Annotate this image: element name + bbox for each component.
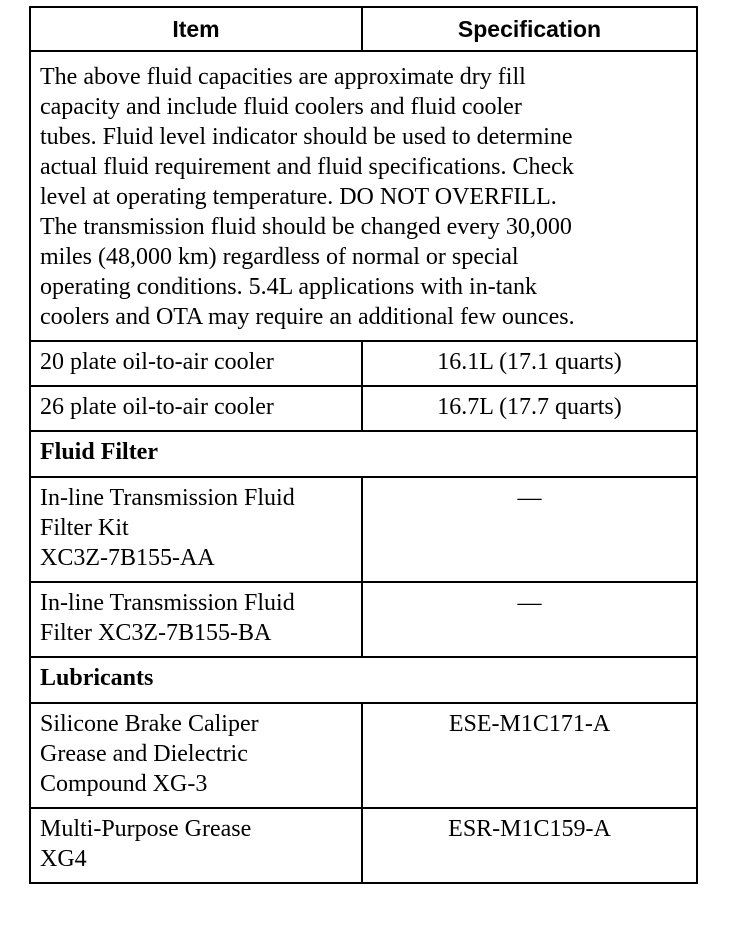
- table-header-row: [30, 7, 697, 51]
- item-column-header: Item: [30, 7, 362, 51]
- table-row: [30, 582, 697, 657]
- item-cell: [30, 582, 362, 657]
- section-title-fluid-filter: Fluid Filter: [30, 431, 697, 477]
- item-line: In-line Transmission Fluid: [40, 590, 295, 616]
- item-cell: 20 plate oil-to-air cooler: [30, 341, 362, 386]
- item-cell: 26 plate oil-to-air cooler: [30, 386, 362, 431]
- table-row: [30, 808, 697, 883]
- item-line: Silicone Brake Caliper: [40, 711, 259, 737]
- note-line: operating conditions. 5.4L applications with in-tank: [40, 274, 538, 300]
- note-line: actual fluid requirement and fluid specifications. Check: [40, 154, 574, 180]
- spec-cell: ESE-M1C171-A: [362, 703, 697, 808]
- note-line: coolers and OTA may require an additional few ounces.: [40, 304, 575, 330]
- item-line: XC3Z-7B155-AA: [40, 545, 215, 571]
- spec-cell: ESR-M1C159-A: [362, 808, 697, 883]
- item-line: Grease and Dielectric: [40, 741, 248, 767]
- item-line: XG4: [40, 846, 87, 872]
- item-line: Compound XG-3: [40, 771, 208, 797]
- table-row: [30, 386, 697, 431]
- table-row: [30, 703, 697, 808]
- spec-cell: 16.1L (17.1 quarts): [362, 341, 697, 386]
- item-cell: [30, 477, 362, 582]
- section-row-lubricants: [30, 657, 697, 703]
- spec-cell: —: [362, 582, 697, 657]
- spec-cell: —: [362, 477, 697, 582]
- specification-table: [29, 6, 698, 884]
- note-line: level at operating temperature. DO NOT OVERFILL.: [40, 184, 557, 210]
- item-cell: [30, 808, 362, 883]
- item-line: Filter XC3Z-7B155-BA: [40, 620, 272, 646]
- fluid-capacity-note: [30, 51, 697, 341]
- item-line: Filter Kit: [40, 515, 129, 541]
- note-line: capacity and include fluid coolers and fluid cooler: [40, 94, 522, 120]
- note-line: tubes. Fluid level indicator should be used to determine: [40, 124, 573, 150]
- note-line: The above fluid capacities are approximate dry fill: [40, 64, 526, 90]
- note-line: miles (48,000 km) regardless of normal or special: [40, 244, 519, 270]
- spec-cell: 16.7L (17.7 quarts): [362, 386, 697, 431]
- section-row-fluid-filter: [30, 431, 697, 477]
- item-line: In-line Transmission Fluid: [40, 485, 295, 511]
- note-line: The transmission fluid should be changed every 30,000: [40, 214, 572, 240]
- item-cell: [30, 703, 362, 808]
- section-title-lubricants: Lubricants: [30, 657, 697, 703]
- specification-column-header: Specification: [362, 7, 697, 51]
- item-line: Multi-Purpose Grease: [40, 816, 252, 842]
- table-row: [30, 477, 697, 582]
- fluid-capacity-note-row: [30, 51, 697, 341]
- table-row: [30, 341, 697, 386]
